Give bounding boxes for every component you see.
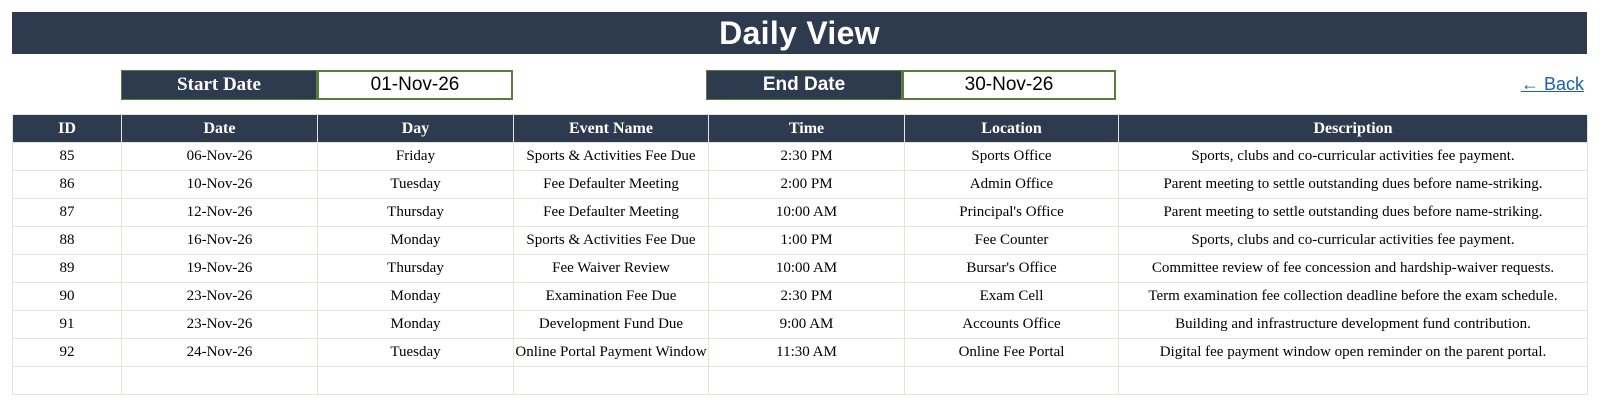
table-cell[interactable] <box>905 367 1119 395</box>
cell-id[interactable]: 88 <box>13 227 122 255</box>
table-cell[interactable] <box>13 367 122 395</box>
cell-date[interactable]: 06-Nov-26 <box>122 143 318 171</box>
cell-description[interactable]: Digital fee payment window open reminder on the parent portal. <box>1119 339 1588 367</box>
column-header-description[interactable]: Description <box>1119 115 1588 143</box>
back-link[interactable]: ← Back <box>1520 74 1584 94</box>
cell-description[interactable]: Building and infrastructure development fund contribution. <box>1119 311 1588 339</box>
cell-id[interactable]: 85 <box>13 143 122 171</box>
table-row[interactable] <box>13 227 1588 255</box>
table-row[interactable] <box>13 143 1588 171</box>
table-header-row <box>13 115 1588 143</box>
cell-date[interactable]: 23-Nov-26 <box>122 283 318 311</box>
cell-event-name[interactable]: Examination Fee Due <box>514 283 709 311</box>
table-cell[interactable] <box>318 367 514 395</box>
table-row[interactable] <box>13 255 1588 283</box>
column-header-time[interactable]: Time <box>709 115 905 143</box>
cell-day[interactable]: Thursday <box>318 199 514 227</box>
column-header-event-name[interactable]: Event Name <box>514 115 709 143</box>
end-date-field[interactable]: 30-Nov-26 <box>902 70 1116 100</box>
cell-location[interactable]: Bursar's Office <box>905 255 1119 283</box>
cell-time[interactable]: 1:00 PM <box>709 227 905 255</box>
cell-time[interactable]: 10:00 AM <box>709 255 905 283</box>
cell-description[interactable]: Term examination fee collection deadline before the exam schedule. <box>1119 283 1588 311</box>
cell-description[interactable]: Parent meeting to settle outstanding dues before name-striking. <box>1119 171 1588 199</box>
cell-event-name[interactable]: Sports & Activities Fee Due <box>514 143 709 171</box>
start-date-label: Start Date <box>121 70 317 100</box>
table-cell[interactable] <box>1119 367 1588 395</box>
table-row[interactable] <box>13 283 1588 311</box>
cell-date[interactable]: 24-Nov-26 <box>122 339 318 367</box>
cell-location[interactable]: Admin Office <box>905 171 1119 199</box>
cell-description[interactable]: Committee review of fee concession and hardship-waiver requests. <box>1119 255 1588 283</box>
cell-event-name[interactable]: Development Fund Due <box>514 311 709 339</box>
cell-location[interactable]: Accounts Office <box>905 311 1119 339</box>
cell-day[interactable]: Friday <box>318 143 514 171</box>
cell-location[interactable]: Sports Office <box>905 143 1119 171</box>
cell-id[interactable]: 92 <box>13 339 122 367</box>
cell-date[interactable]: 16-Nov-26 <box>122 227 318 255</box>
cell-date[interactable]: 12-Nov-26 <box>122 199 318 227</box>
cell-event-name[interactable]: Fee Defaulter Meeting <box>514 171 709 199</box>
cell-event-name[interactable]: Sports & Activities Fee Due <box>514 227 709 255</box>
table-row[interactable] <box>13 171 1588 199</box>
cell-event-name[interactable]: Online Portal Payment Window <box>514 339 709 367</box>
table-row[interactable] <box>13 311 1588 339</box>
table-body <box>13 143 1588 395</box>
table-row[interactable] <box>13 339 1588 367</box>
cell-id[interactable]: 87 <box>13 199 122 227</box>
cell-day[interactable]: Thursday <box>318 255 514 283</box>
end-date-label: End Date <box>706 70 902 100</box>
cell-id[interactable]: 90 <box>13 283 122 311</box>
cell-id[interactable]: 91 <box>13 311 122 339</box>
events-table-container <box>12 114 1588 395</box>
cell-day[interactable]: Monday <box>318 311 514 339</box>
cell-date[interactable]: 10-Nov-26 <box>122 171 318 199</box>
start-date-field[interactable]: 01-Nov-26 <box>317 70 513 100</box>
cell-description[interactable]: Sports, clubs and co-curricular activities fee payment. <box>1119 227 1588 255</box>
cell-description[interactable]: Sports, clubs and co-curricular activities fee payment. <box>1119 143 1588 171</box>
cell-time[interactable]: 10:00 AM <box>709 199 905 227</box>
cell-day[interactable]: Tuesday <box>318 171 514 199</box>
cell-time[interactable]: 2:30 PM <box>709 283 905 311</box>
cell-time[interactable]: 11:30 AM <box>709 339 905 367</box>
table-cell[interactable] <box>709 367 905 395</box>
cell-location[interactable]: Exam Cell <box>905 283 1119 311</box>
cell-time[interactable]: 9:00 AM <box>709 311 905 339</box>
column-header-date[interactable]: Date <box>122 115 318 143</box>
cell-date[interactable]: 23-Nov-26 <box>122 311 318 339</box>
column-header-location[interactable]: Location <box>905 115 1119 143</box>
cell-description[interactable]: Parent meeting to settle outstanding dues before name-striking. <box>1119 199 1588 227</box>
empty-table-row[interactable] <box>13 367 1588 395</box>
table-cell[interactable] <box>514 367 709 395</box>
column-header-day[interactable]: Day <box>318 115 514 143</box>
cell-id[interactable]: 86 <box>13 171 122 199</box>
cell-id[interactable]: 89 <box>13 255 122 283</box>
cell-day[interactable]: Monday <box>318 227 514 255</box>
cell-time[interactable]: 2:30 PM <box>709 143 905 171</box>
cell-day[interactable]: Monday <box>318 283 514 311</box>
cell-location[interactable]: Fee Counter <box>905 227 1119 255</box>
table-cell[interactable] <box>122 367 318 395</box>
cell-event-name[interactable]: Fee Waiver Review <box>514 255 709 283</box>
table-row[interactable] <box>13 199 1588 227</box>
column-header-id[interactable]: ID <box>13 115 122 143</box>
cell-event-name[interactable]: Fee Defaulter Meeting <box>514 199 709 227</box>
cell-date[interactable]: 19-Nov-26 <box>122 255 318 283</box>
cell-day[interactable]: Tuesday <box>318 339 514 367</box>
cell-time[interactable]: 2:00 PM <box>709 171 905 199</box>
page-title: Daily View <box>12 12 1587 54</box>
events-table <box>12 114 1588 395</box>
cell-location[interactable]: Principal's Office <box>905 199 1119 227</box>
cell-location[interactable]: Online Fee Portal <box>905 339 1119 367</box>
